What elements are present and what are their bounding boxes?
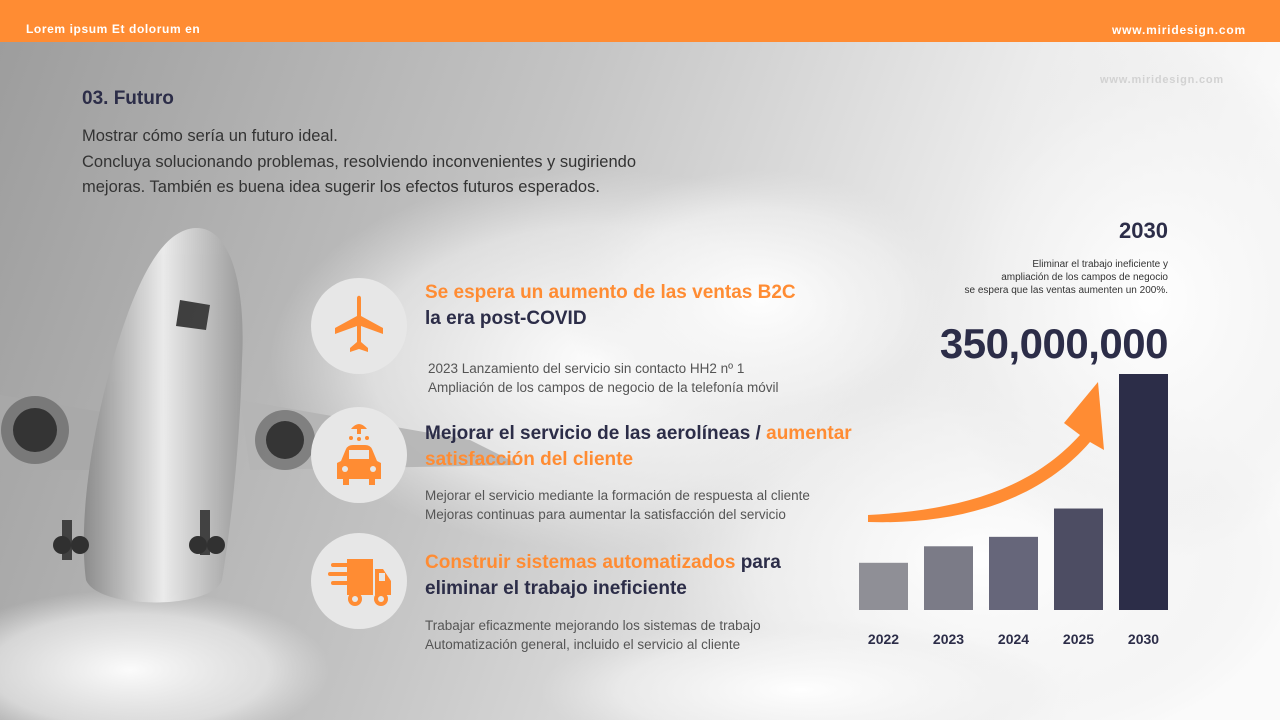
intro-line: mejoras. También es buena idea sugerir los efectos futuros esperados. [82,178,600,196]
x-tick-label: 2022 [867,631,900,647]
item-desc-line: Trabajar eficazmente mejorando los sistemas de trabajo [425,618,761,633]
chart-labels [868,631,1159,647]
item-title [425,280,796,332]
item-title-highlight: aumentar [766,423,852,444]
item-desc-line: Ampliación de los campos de negocio de la telefonía móvil [428,379,779,395]
item-icon-circle [311,533,407,629]
intro-line: Mostrar cómo sería un futuro ideal. [82,127,338,145]
car-wash-icon [311,407,407,503]
forecast-desc-line: se espera que las ventas aumenten un 200%. [964,285,1168,296]
delivery-truck-icon [311,533,407,629]
item-title-text: la era post-COVID [425,308,587,329]
item-icon-circle [311,407,407,503]
forecast-desc-line: Eliminar el trabajo ineficiente y [1032,259,1168,270]
item-description [425,487,810,524]
bar-2030 [1119,374,1168,610]
item-icon-circle [311,278,407,374]
item-desc-line: 2023 Lanzamiento del servicio sin contacto HH2 nº 1 [428,361,745,376]
item-desc-line: Automatización general, incluido el servicio al cliente [425,636,741,652]
forecast-description [965,258,1168,297]
bar-2023 [924,546,973,610]
item-description [425,617,761,654]
bar-2024 [989,537,1038,610]
item-title [425,550,781,602]
bar-2022 [859,563,908,610]
item-title-text: eliminar el trabajo ineficiente [425,578,687,599]
item-desc-line: Mejorar el servicio mediante la formación de respuesta al cliente [425,488,810,503]
item-description [428,360,778,397]
bar-2025 [1054,509,1103,610]
x-tick-label: 2025 [1062,631,1095,647]
forecast-value: 350,000,000 [939,320,1168,367]
watermark-text: www.miridesign.com [1099,74,1224,86]
growth-arrow-icon [868,382,1104,522]
airplane-icon [311,278,407,374]
item-title [425,421,852,473]
x-tick-label: 2024 [997,631,1030,647]
top-bar [0,0,1280,42]
x-tick-label: 2023 [932,631,965,647]
forecast-desc-line: ampliación de los campos de negocio [1001,272,1168,283]
item-title-text: Mejorar el servicio de las aerolíneas / [425,423,767,444]
item-title-highlight: satisfacción del cliente [425,449,634,470]
item-title-text: para [735,552,781,573]
item-desc-line: Mejoras continuas para aumentar la satisfacción del servicio [425,506,786,522]
intro-paragraph [82,124,722,201]
header-left-text: Lorem ipsum Et dolorum en [26,22,201,36]
x-tick-label: 2030 [1127,631,1160,647]
header-website-link[interactable]: www.miridesign.com [1112,23,1246,37]
section-title: 03. Futuro [82,88,174,109]
intro-line: Concluya solucionando problemas, resolviendo inconvenientes y sugiriendo [82,152,637,171]
sales-bar-chart [840,360,1180,660]
item-title-highlight: Construir sistemas automatizados [425,552,736,573]
item-title-highlight: Se espera un aumento de las ventas B2C [425,282,796,303]
forecast-year: 2030 [1119,218,1168,243]
